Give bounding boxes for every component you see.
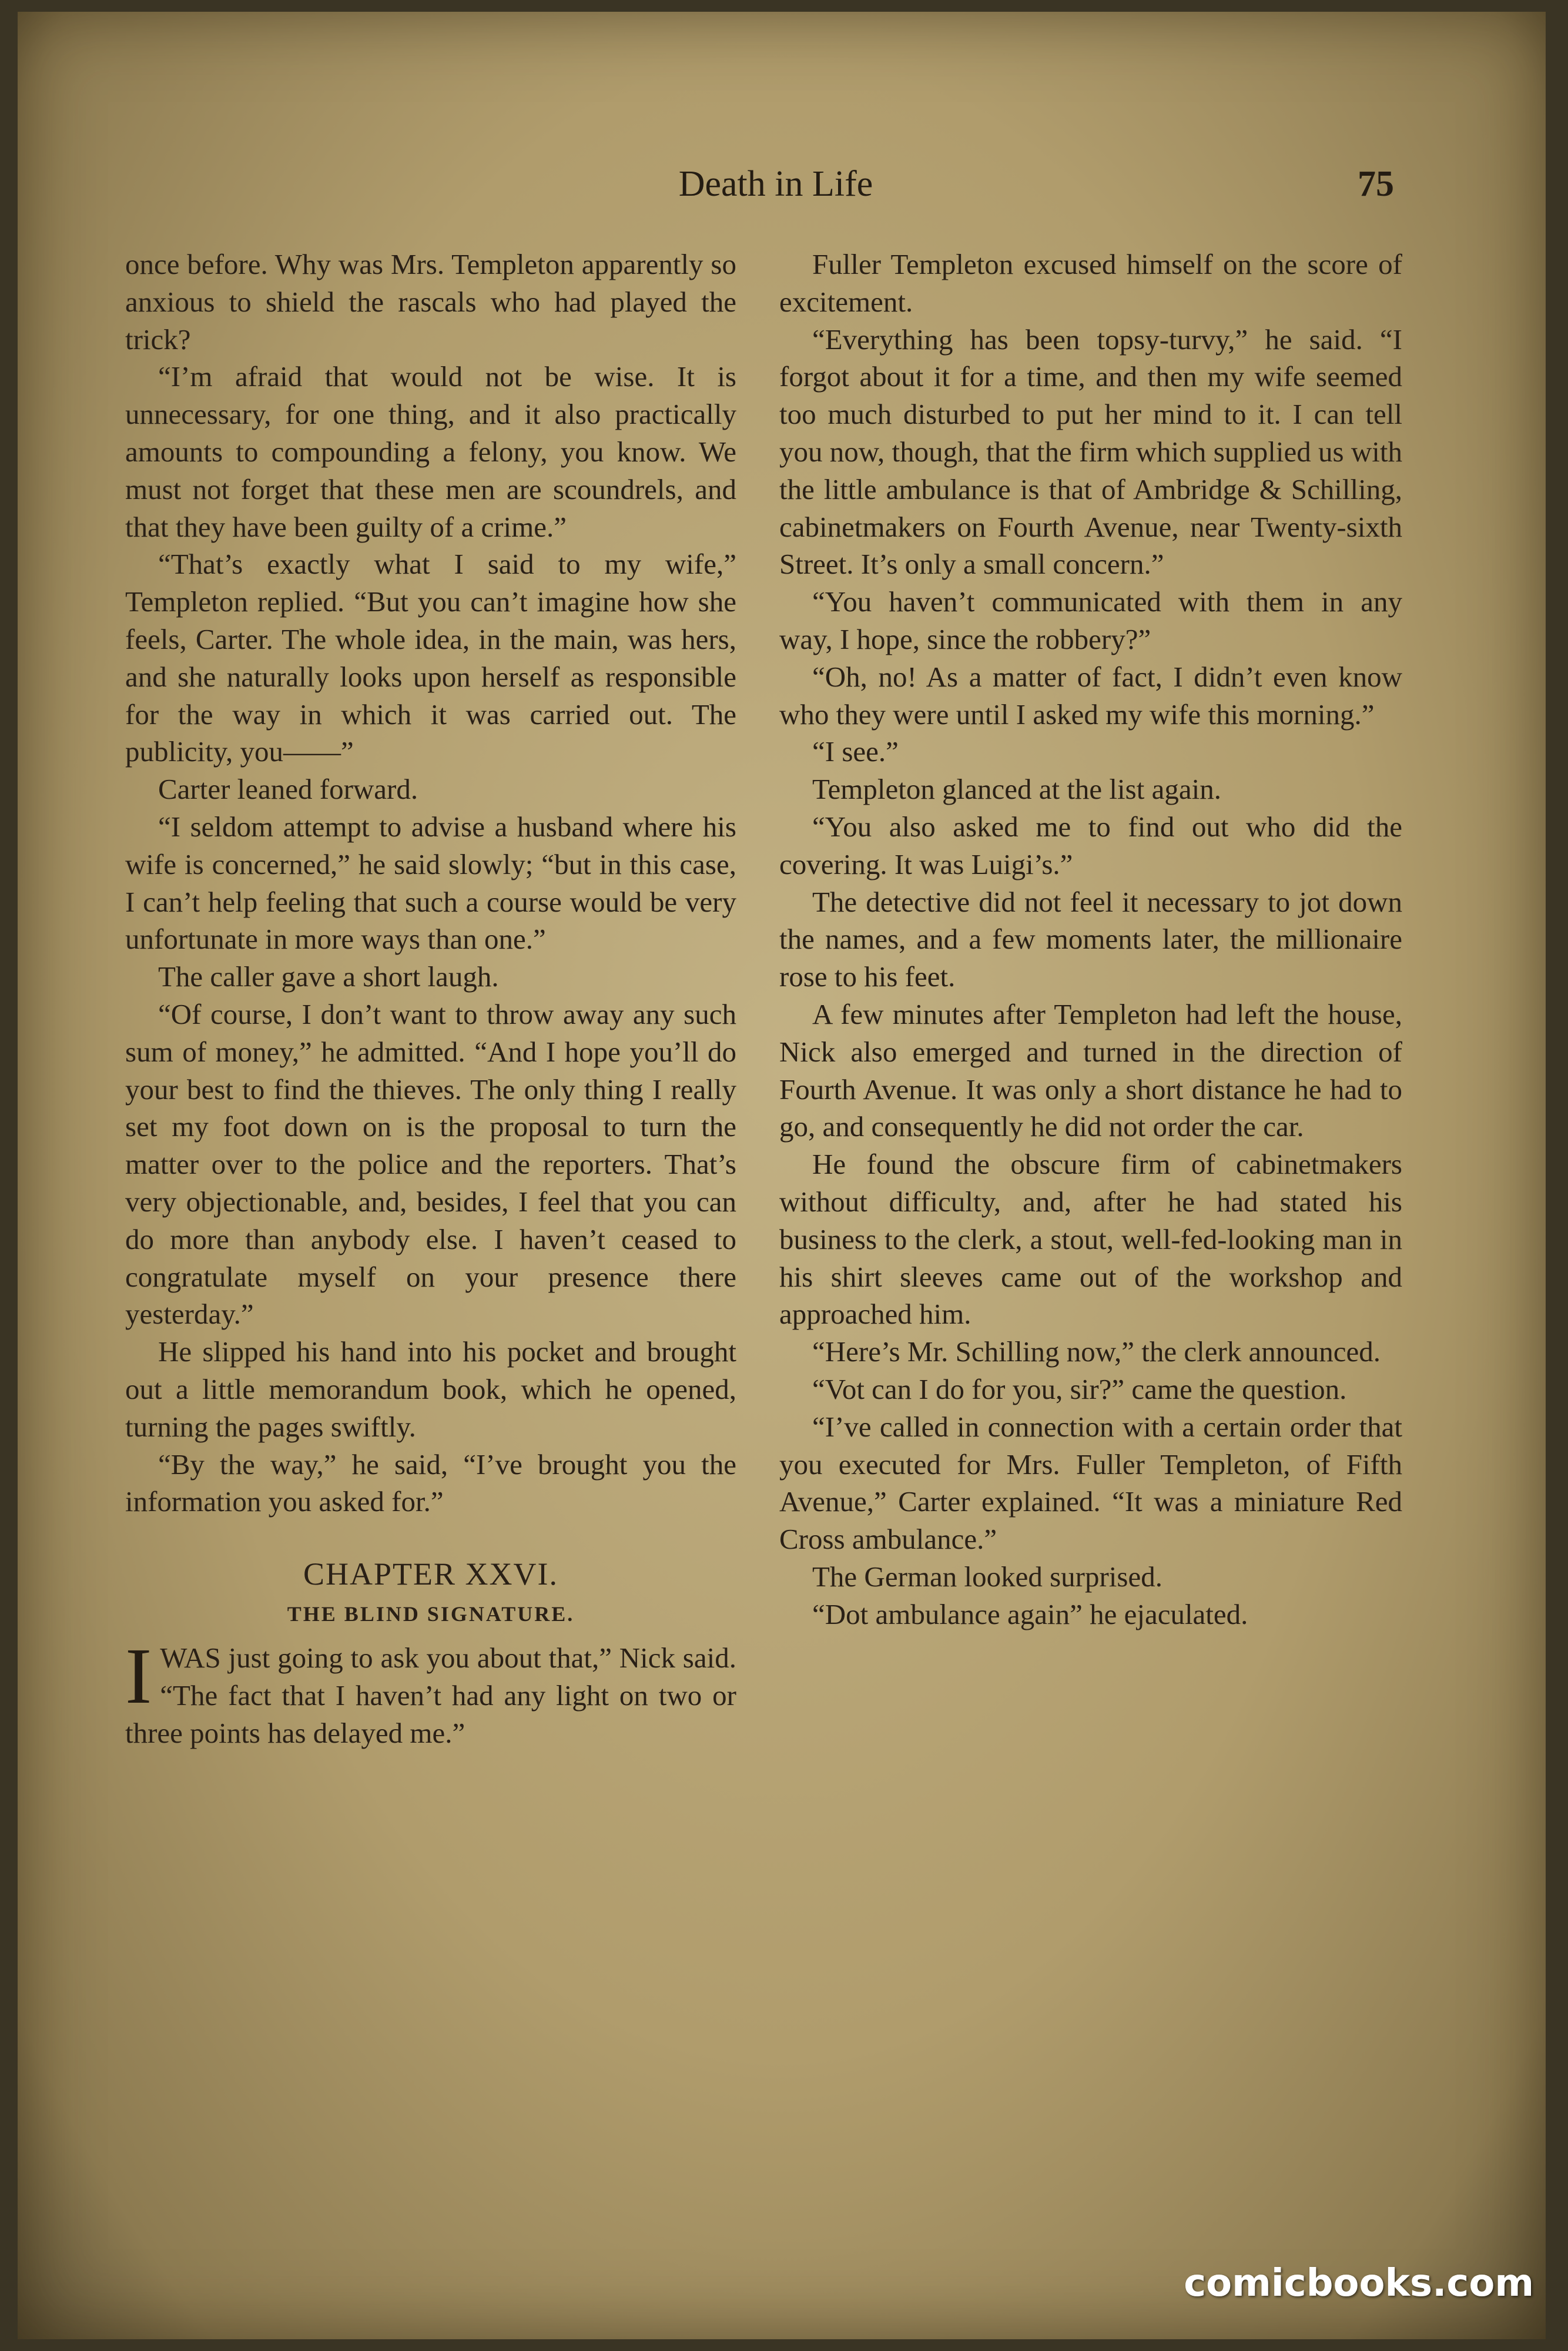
paragraph: “Dot ambulance again” he ejaculated. (812, 1598, 1248, 1630)
paragraph: “That’s exactly what I said to my wife,” Templeton replied. “But you can’t imagine how she feels, Carter. The whole idea, in the main, was hers, and she naturally looks upon herself as responsible for the way in which it was carried out. The publicity, you——” (125, 548, 736, 768)
paragraph: Fuller Templeton excused himself on the score of excitement. (779, 248, 1402, 318)
paragraph: “I see.” (812, 735, 899, 768)
paragraph: “Of course, I don’t want to throw away any such sum of money,” he admitted. “And I hope you’ll do your best to find the thieves. The only thing I really set my foot down on is the proposal to turn the matter over to the police and the reporters. That’s very objectionable, and, besides, I feel that you can do more than anybody else. I haven’t ceased to congratulate myself on your presence there yesterday.” (125, 997, 736, 1331)
paragraph: “Here’s Mr. Schilling now,” the clerk announced. (812, 1335, 1381, 1368)
paragraph: “I seldom attempt to advise a husband where his wife is concerned,” he said slowly; “but in this case, I can’t help feeling that such a course would be very unfortunate in more ways than one.” (125, 810, 736, 956)
chapter-opening-text: WAS just going to ask you about that,” Nick said. “The fact that I haven’t had any light on two or three points has delayed me.” (125, 1642, 736, 1749)
paragraph: He slipped his hand into his pocket and brought out a little memorandum book, which he opened, turning the pages swiftly. (125, 1335, 736, 1443)
paragraph: “I’ve called in connection with a certain order that you executed for Mrs. Fuller Templeton, of Fifth Avenue,” Carter explained. “It was a miniature Red Cross ambulance.” (779, 1410, 1402, 1556)
right-column-paragraphs (779, 246, 1402, 1633)
chapter-title: CHAPTER XXVI. (303, 1556, 558, 1592)
paragraph: once before. Why was Mrs. Templeton apparently so anxious to shield the rascals who had played the trick? (125, 248, 736, 356)
running-header-title: Death in Life (678, 164, 873, 204)
paragraph: Carter leaned forward. (158, 773, 418, 806)
paragraph: Templeton glanced at the list again. (812, 773, 1221, 806)
paragraph: He found the obscure firm of cabinetmakers without difficulty, and, after he had stated his business to the clerk, a stout, well-fed-looking man in his shirt sleeves came out of the workshop and approached him. (779, 1148, 1402, 1331)
chapter-opening-paragraph (125, 1632, 736, 1751)
paragraph: “Oh, no! As a matter of fact, I didn’t even know who they were until I asked my wife this morning.” (779, 660, 1402, 731)
paragraph: “You haven’t communicated with them in any way, I hope, since the robbery?” (779, 585, 1402, 655)
paragraph: “I’m afraid that would not be wise. It is unnecessary, for one thing, and it also practically amounts to compounding a felony, you know. We must not forget that these men are scoundrels, and that they have been guilty of a crime.” (125, 360, 736, 543)
paragraph: The caller gave a short laugh. (158, 960, 499, 993)
left-column (125, 246, 736, 1751)
paragraph: “By the way,” he said, “I’ve brought you the information you asked for.” (125, 1448, 736, 1518)
page-number: 75 (1358, 164, 1394, 204)
paragraph: “You also asked me to find out who did the covering. It was Luigi’s.” (779, 810, 1402, 880)
watermark: comicbooks.com (1184, 2262, 1534, 2305)
paragraph: “Vot can I do for you, sir?” came the question. (812, 1372, 1347, 1405)
paragraph: The German looked surprised. (812, 1560, 1162, 1593)
paragraph: The detective did not feel it necessary to jot down the names, and a few moments later, the millionaire rose to his feet. (779, 885, 1402, 993)
paragraph: A few minutes after Templeton had left the house, Nick also emerged and turned in the direction of Fourth Avenue. It was only a short distance he had to go, and consequently he did not order the car. (779, 997, 1402, 1143)
chapter-subtitle: THE BLIND SIGNATURE. (287, 1602, 575, 1626)
drop-cap: I (125, 1632, 152, 1721)
right-column (779, 246, 1402, 1633)
left-column-paragraphs (125, 246, 736, 1521)
paragraph: “Everything has been topsy-turvy,” he said. “I forgot about it for a time, and then my wife seemed too much disturbed to put her mind to it. I can tell you now, though, that the firm which supplied us with the little ambulance is that of Ambridge & Schilling, cabinetmakers on Fourth Avenue, near Twenty-sixth Street. It’s only a small concern.” (779, 323, 1402, 581)
book-page (18, 12, 1546, 2339)
